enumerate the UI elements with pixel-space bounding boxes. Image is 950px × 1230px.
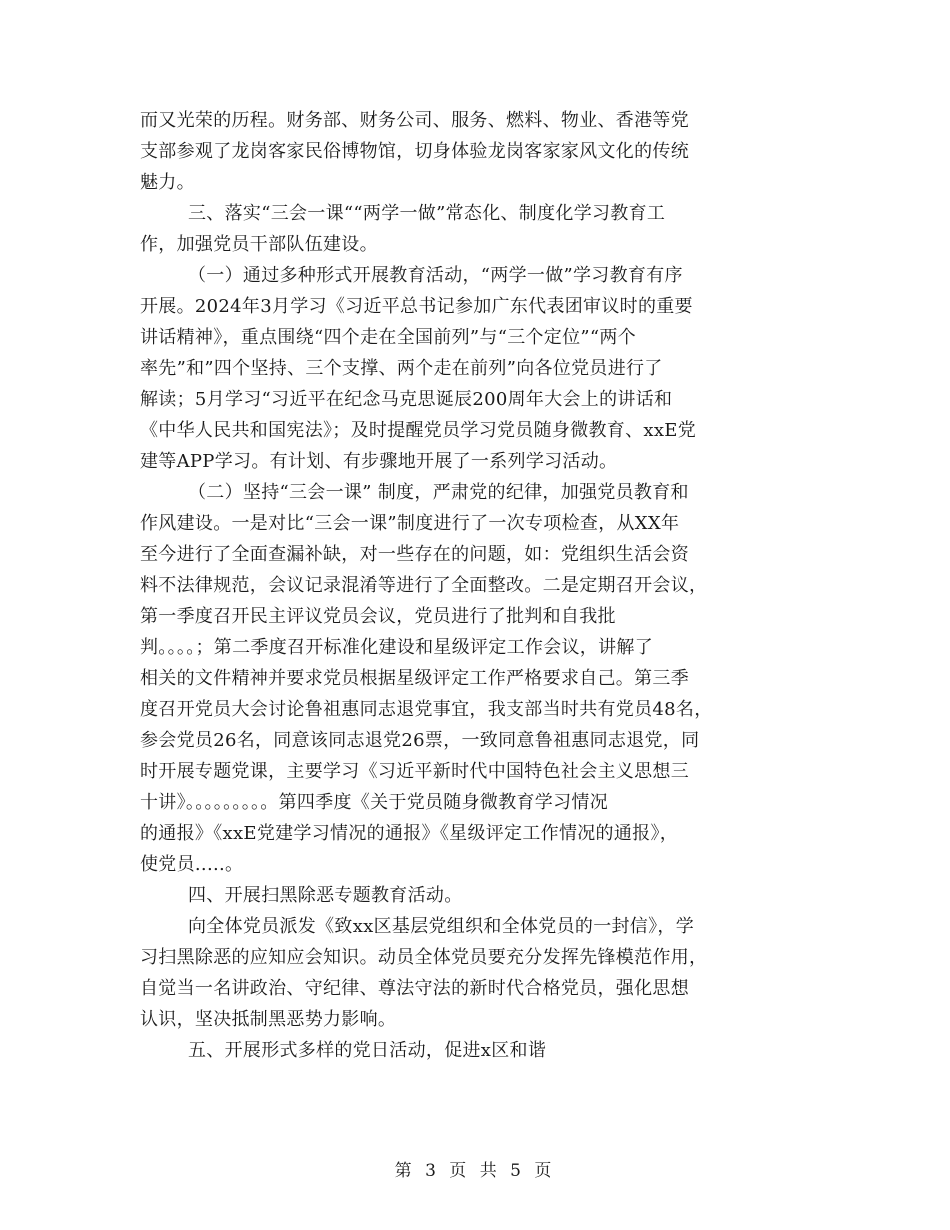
text-line: 讲话精神》，重点围绕“四个走在全国前列”与“三个定位”“两个 xyxy=(140,327,637,348)
text-line: 十讲》。。。。。。。。。第四季度《关于党员随身微教育学习情况 xyxy=(140,792,608,813)
text-line: 支部参观了龙岗客家民俗博物馆，切身体验龙岗客家家风文化的传统 xyxy=(140,141,689,162)
text-line: 认识，坚决抵制黑恶势力影响。 xyxy=(140,1009,397,1030)
page-number-footer: 第 3 页 共 5 页 xyxy=(394,1161,556,1181)
text-line: 作风建设。一是对比“三会一课”制度进行了一次专项检查，从XX年 xyxy=(140,513,680,534)
text-line: 向全体党员派发《致xx区基层党组织和全体党员的一封信》，学 xyxy=(188,916,694,937)
text-line: 建等APP学习。有计划、有步骤地开展了一系列学习活动。 xyxy=(140,451,618,472)
text-line: 《中华人民共和国宪法》；及时提醒党员学习党员随身微教育、xxE党 xyxy=(140,420,697,441)
text-line: 至今进行了全面查漏补缺，对一些存在的问题，如：党组织生活会资 xyxy=(140,544,689,565)
text-line: 时开展专题党课，主要学习《习近平新时代中国特色社会主义思想三 xyxy=(140,761,689,782)
section-heading: 五、开展形式多样的党日活动，促进x区和谐 xyxy=(188,1040,547,1061)
text-line: 相关的文件精神并要求党员根据星级评定工作严格要求自己。第三季 xyxy=(140,668,689,689)
text-line: 作，加强党员干部队伍建设。 xyxy=(140,234,378,255)
text-line: 而又光荣的历程。财务部、财务公司、服务、燃料、物业、香港等党 xyxy=(140,110,689,131)
text-line: 判。。。。；第二季度召开标准化建设和星级评定工作会议，讲解了 xyxy=(140,637,653,658)
section-heading: 四、开展扫黑除恶专题教育活动。 xyxy=(188,885,463,906)
text-line: 开展。2024年3月学习《习近平总书记参加广东代表团审议时的重要 xyxy=(140,296,693,317)
text-line: 度召开党员大会讨论鲁祖惠同志退党事宜，我支部当时共有党员48名， xyxy=(140,699,713,720)
text-line: 习扫黑除恶的应知应会知识。动员全体党员要充分发挥先锋模范作用， xyxy=(140,947,708,968)
text-line: 自觉当一名讲政治、守纪律、尊法守法的新时代合格党员，强化思想 xyxy=(140,978,689,999)
subsection-heading: （二）坚持“三会一课” 制度，严肃党的纪律，加强党员教育和 xyxy=(188,482,689,503)
text-line: 参会党员26名，同意该同志退党26票，一致同意鲁祖惠同志退党，同 xyxy=(140,730,700,751)
section-heading: 三、落实“三会一课““两学一做”常态化、制度化学习教育工 xyxy=(188,203,666,224)
text-line: 第一季度召开民主评议党员会议，党员进行了批判和自我批 xyxy=(140,606,616,627)
text-line: 料不法律规范，会议记录混淆等进行了全面整改。二是定期召开会议， xyxy=(140,575,708,596)
text-line: 率先”和”四个坚持、三个支撑、两个走在前列”向各位党员进行了 xyxy=(140,358,663,379)
text-line: 魅力。 xyxy=(140,172,195,193)
text-line: 的通报》《xxE党建学习情况的通报》《星级评定工作情况的通报》， xyxy=(140,823,679,844)
text-line: 解读；5月学习“习近平在纪念马克思诞辰200周年大会上的讲话和 xyxy=(140,389,673,410)
subsection-heading: （一）通过多种形式开展教育活动，“两学一做”学习教育有序 xyxy=(188,265,683,286)
text-line: 使党员.....。 xyxy=(140,854,244,875)
